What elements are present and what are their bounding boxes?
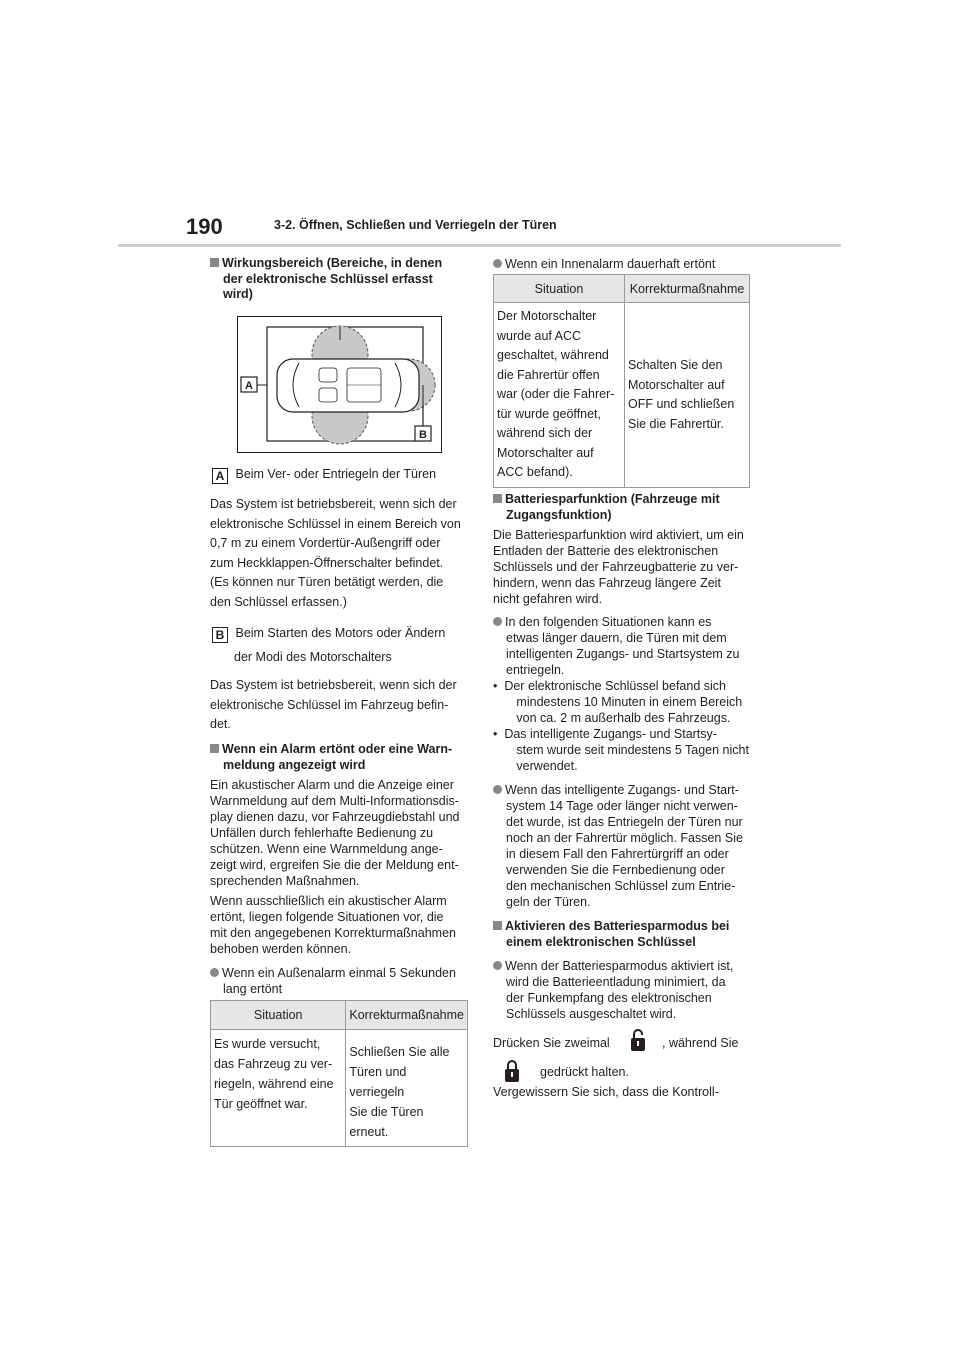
detection-range-diagram [237, 316, 442, 453]
square-bullet-icon [493, 494, 502, 503]
tag-b: B [212, 627, 228, 643]
square-bullet-icon [210, 258, 219, 267]
col-header-situation: Situation [494, 275, 625, 303]
verify-indicator-text: Vergewissern Sie sich, dass die Kontroll- [493, 1085, 719, 1099]
paragraph-alarm-only: Wenn ausschließlich ein akustischer Alarm ertönt, liegen folgende Situationen vor, die mit den angegebenen Korrekturmaßnahmen behoben werden können. [210, 894, 456, 956]
external-alarm-table [210, 1000, 468, 1147]
label-b-caption: B Beim Starten des Motors oder Ändern der Modi des Motorschalters [212, 624, 472, 671]
page-number: 190 [186, 214, 223, 239]
list-item: • Der elektronische Schlüssel befand sich mindestens 10 Minuten in einem Bereich von ca. 2 m außerhalb des Fahrzeugs. [493, 679, 743, 725]
table-cell-situation: Der Motorschalter wurde auf ACC geschaltet, während die Fahrertür offen war (oder die Fahrer- tür wurde geöffnet, während sich der Motorschalter auf ACC befand). [494, 303, 625, 488]
heading-alarm: Wenn ein Alarm ertönt oder eine Warn- meldung angezeigt wird [210, 742, 485, 773]
round-bullet-icon [493, 961, 502, 970]
paragraph-battery-save: Die Batteriesparfunktion wird aktiviert, um ein Entladen der Batterie des elektronischen Schlüssels und der Fahrzeugbatterie zu ver- hindern, wenn das Fahrzeug längere Zeit nicht gefahren wird. [493, 528, 744, 606]
bullet-14-days: Wenn das intelligente Zugangs- und Start- system 14 Tage oder länger nicht verwen- det wurde, ist das Entriegeln der Türen nur noch an der Fahrertür möglich. Fassen Sie in diesem Fall den Fahrertürgriff an oder verwenden Sie die Fernbedienung oder den mechanischen Schlüssel zum Entrie- geln der Türen. [493, 782, 768, 910]
bullet-delayed-unlock: In den folgenden Situationen kann es etwas länger dauern, die Türen mit dem intelligenten Zugangs- und Startsystem zu entriegeln. [493, 614, 768, 678]
col-header-measure: Korrekturmaßnahme [625, 275, 750, 303]
round-bullet-icon [493, 617, 502, 626]
heading-battery-save: Batteriesparfunktion (Fahrzeuge mit Zugangsfunktion) [493, 492, 768, 523]
diagram-label-a: A [245, 380, 253, 392]
table-cell-measure: Schließen Sie alle Türen und verriegeln Sie die Türen erneut. [346, 1030, 468, 1147]
bullet-internal-alarm: Wenn ein Innenalarm dauerhaft ertönt [493, 256, 766, 272]
paragraph-range-b: Das System ist betriebsbereit, wenn sich der elektronische Schlüssel im Fahrzeug befin- det. [210, 678, 457, 731]
header-divider [118, 244, 841, 247]
press-instruction-line2: gedrückt halten. [540, 1065, 629, 1079]
bullet-battery-mode: Wenn der Batteriesparmodus aktiviert ist, wird die Batterieentladung minimiert, da der Funkempfang des elektronischen Schlüssels ausgeschaltet wird. [493, 958, 768, 1022]
car-topview-illustration [237, 316, 442, 453]
internal-alarm-table [493, 274, 750, 488]
round-bullet-icon [210, 968, 219, 977]
press-instruction-line1b: , während Sie [662, 1036, 739, 1050]
col-header-measure: Korrekturmaßnahme [346, 1001, 468, 1030]
paragraph-range-a: Das System ist betriebsbereit, wenn sich der elektronische Schlüssel in einem Bereich von 0,7 m zu einem Vordertür-Außengriff oder zum Heckklappen-Öffnerschalter befindet. (Es können nur Türen betätigt werden, die den Schlüssel erfassen.) [210, 497, 461, 609]
tag-a: A [212, 468, 228, 484]
bullet-external-alarm: Wenn ein Außenalarm einmal 5 Sekunden lang ertönt [210, 965, 485, 997]
table-cell-situation: Es wurde versucht, das Fahrzeug zu ver- riegeln, während eine Tür geöffnet war. [211, 1030, 346, 1147]
square-bullet-icon [210, 744, 219, 753]
list-item: • Das intelligente Zugangs- und Startsy- stem wurde seit mindestens 5 Tagen nicht verwendet. [493, 727, 749, 773]
round-bullet-icon [493, 259, 502, 268]
sub-bullet-list [493, 678, 755, 774]
unlock-icon [630, 1028, 646, 1057]
square-bullet-icon [493, 921, 502, 930]
section-title: 3-2. Öffnen, Schließen und Verriegeln der Türen [274, 218, 557, 232]
round-bullet-icon [493, 785, 502, 794]
heading-activate-battery-save: Aktivieren des Batteriesparmodus bei einem elektronischen Schlüssel [493, 919, 768, 950]
paragraph-alarm-intro: Ein akustischer Alarm und die Anzeige einer Warnmeldung auf dem Multi-Informationsdis- play dienen dazu, vor Fahrzeugdiebstahl und Unfällen durch fehlerhafte Bedienung zu schützen. Wenn eine Warnmeldung ange- zeigt wird, ergreifen Sie die der Meldung ent- sprechenden Maßnahmen. [210, 778, 460, 888]
table-cell-measure: Schalten Sie den Motorschalter auf OFF und schließen Sie die Fahrertür. [625, 303, 750, 488]
col-header-situation: Situation [211, 1001, 346, 1030]
diagram-label-b: B [419, 429, 427, 441]
press-instruction-line1: Drücken Sie zweimal [493, 1036, 610, 1050]
heading-effective-range: Wirkungsbereich (Bereiche, in denen der elektronische Schlüssel erfasst wird) [210, 256, 483, 303]
label-a-caption: A Beim Ver- oder Entriegeln der Türen [212, 465, 472, 485]
